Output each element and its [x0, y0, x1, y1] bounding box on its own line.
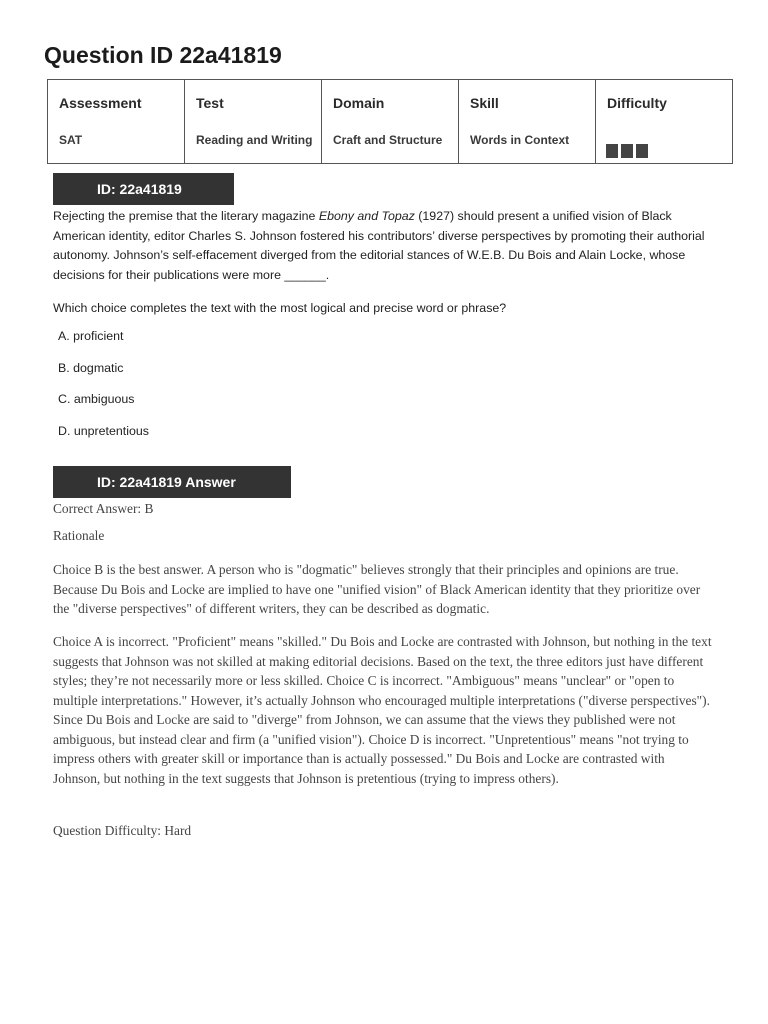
meta-cell-domain: [322, 80, 459, 164]
question-prompt: Which choice completes the text with the most logical and precise word or phrase?: [53, 301, 507, 315]
page-title: Question ID 22a41819: [44, 42, 282, 68]
answer-id-banner: ID: 22a41819 Answer: [53, 466, 291, 498]
difficulty-bar: [636, 144, 648, 158]
meta-value-test: Reading and Writing: [196, 133, 313, 147]
rationale-paragraph-2: Choice A is incorrect. "Proficient" means "skilled." Du Bois and Locke are contrasted with Johnson, but nothing in the text suggests that Johnson was not skilled at making editorial decisions. Based on the text, the three editors just have different styles; they’re not necessarily more or less skilled. Choice C is incorrect. "Ambiguous" means "unclear" or "open to multiple interpretations." However, it’s actually Johnson who encouraged multiple interpretations ("diverse perspectives"). Since Du Bois and Locke are said to "diverge" from Johnson, we can assume that the views they published were not ambiguous, but instead clear and firm (a "unified vision"). Choice D is incorrect. "Unpretentious" means "not trying to impress others with greater skill or importance than is actually possessed." Du Bois and Locke are contrasted with Johnson, but nothing in the text suggests that Johnson is pretentious (trying to impress others).: [53, 634, 712, 786]
question-difficulty: Question Difficulty: Hard: [53, 823, 192, 838]
answer-choices: [58, 327, 149, 453]
difficulty-bar: [606, 144, 618, 158]
meta-value-domain: Craft and Structure: [333, 133, 443, 147]
passage-magazine-title: Ebony and Topaz: [318, 209, 415, 223]
meta-header-test: Test: [196, 95, 224, 111]
rationale-label: Rationale: [53, 528, 105, 543]
choice-c: C. ambiguous: [58, 392, 135, 406]
meta-value-assessment: SAT: [59, 133, 83, 147]
difficulty-bar: [621, 144, 633, 158]
meta-header-skill: Skill: [470, 95, 499, 111]
choice-d: D. unpretentious: [58, 423, 149, 438]
meta-cell-skill: [459, 80, 596, 164]
meta-header-difficulty: Difficulty: [607, 95, 667, 111]
meta-cell-assessment: [48, 80, 185, 164]
meta-value-skill: Words in Context: [470, 133, 570, 147]
correct-answer: Correct Answer: B: [53, 501, 154, 516]
meta-cell-test: [185, 80, 322, 164]
question-passage: [53, 207, 713, 285]
choice-a: A. proficient: [58, 329, 124, 343]
difficulty-bars-icon: [606, 144, 648, 158]
question-meta-table: [47, 79, 733, 164]
rationale-paragraph-1: Choice B is the best answer. A person who is "dogmatic" believes strongly that their principles and opinions are true. Because Du Bois and Locke are implied to have one "unified vision" of Black American identity that they prioritize over the "diverse perspectives" of different writers, they can be described as dogmatic.: [53, 562, 701, 616]
question-id-banner: ID: 22a41819: [53, 173, 234, 205]
choice-b: B. dogmatic: [58, 360, 124, 375]
meta-header-domain: Domain: [333, 95, 385, 111]
meta-header-assessment: Assessment: [59, 95, 142, 111]
passage-text-end: (1927) should present a unified vision of Black American identity, editor Charles S. Johnson fostered his contributors’ diverse perspectives by promoting their authorial autonomy. Johnson’s self-effacement diverged from the editorial stances of W.E.B. Du Bois and Alain Locke, whose decisions for their publications were more ______.: [53, 209, 705, 282]
passage-text-start: Rejecting the premise that the literary magazine: [53, 209, 319, 223]
meta-cell-difficulty: [596, 80, 733, 164]
